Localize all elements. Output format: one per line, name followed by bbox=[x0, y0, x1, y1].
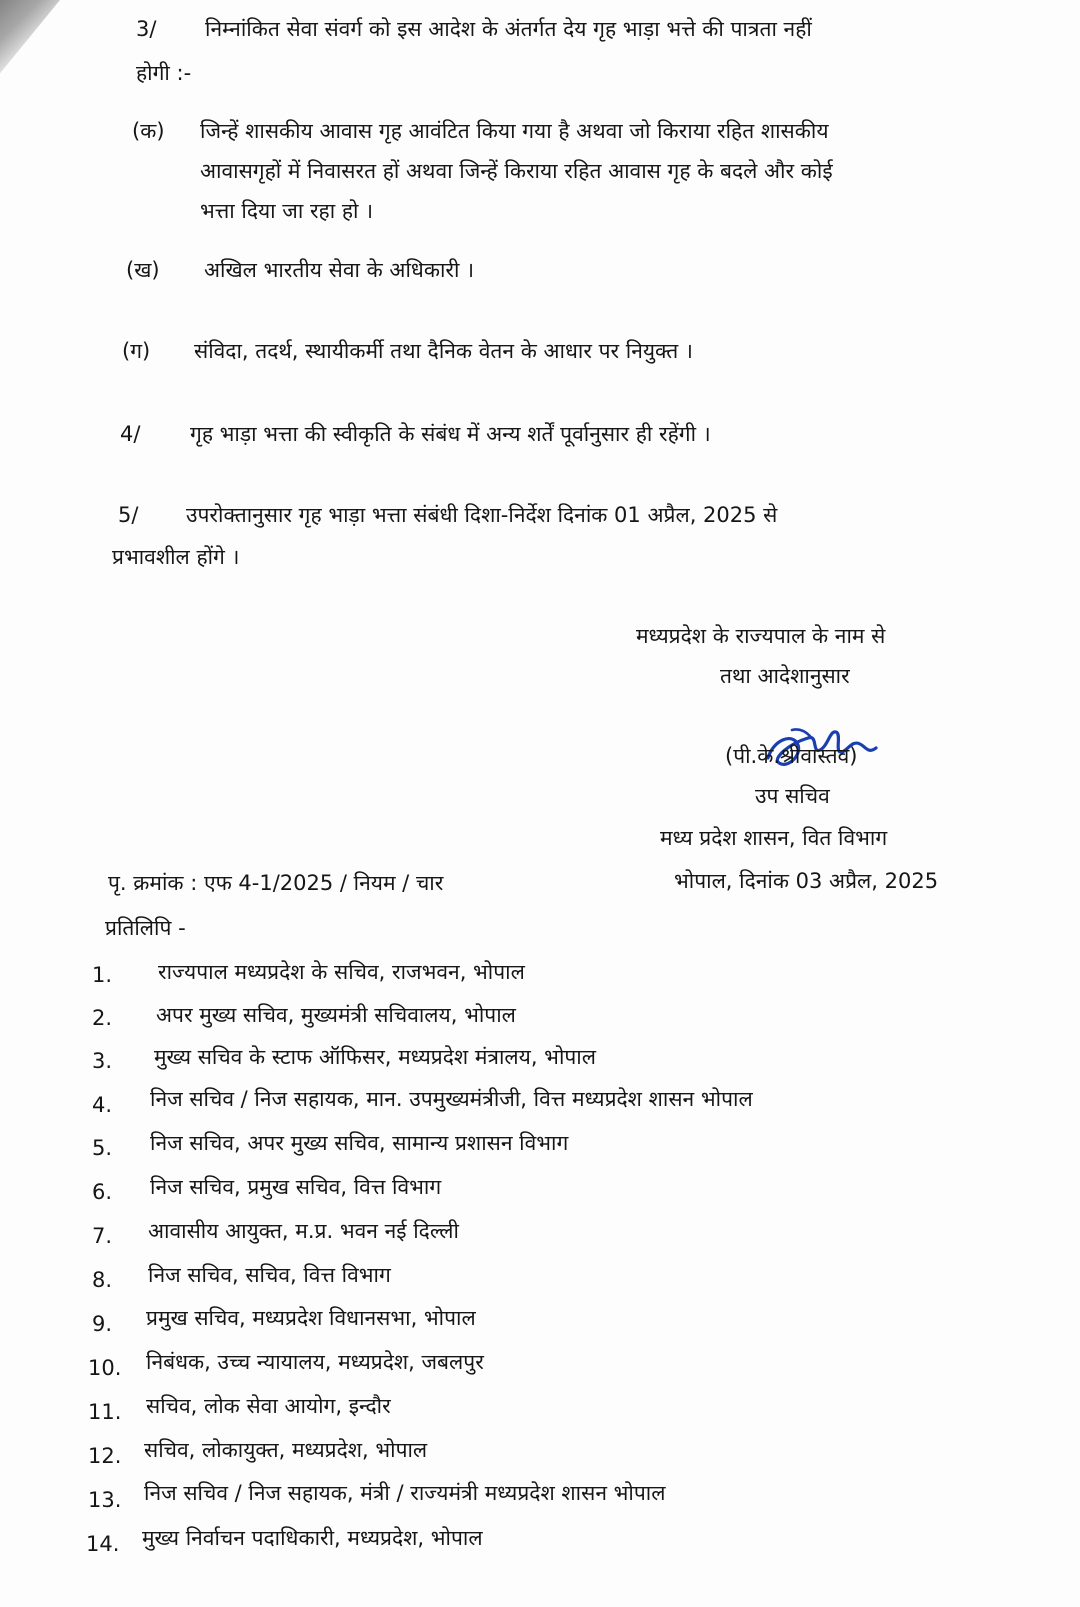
list-item: सचिव, लोक सेवा आयोग, इन्दौर bbox=[146, 1394, 391, 1418]
list-item-number: 12. bbox=[88, 1444, 122, 1468]
list-item-number: 4. bbox=[92, 1093, 113, 1117]
list-item: निज सचिव, अपर मुख्य सचिव, सामान्य प्रशासन विभाग bbox=[150, 1131, 569, 1155]
list-item-number: 3. bbox=[92, 1049, 113, 1073]
para5-number: 5/ bbox=[118, 503, 139, 527]
list-item-number: 9. bbox=[92, 1312, 113, 1336]
para5-text-continued: प्रभावशील होंगे । bbox=[112, 545, 240, 569]
reference-number: पृ. क्रमांक : एफ 4-1/2025 / नियम / चार bbox=[108, 871, 444, 895]
list-item-number: 10. bbox=[88, 1356, 122, 1380]
signature-line2: तथा आदेशानुसार bbox=[720, 664, 850, 688]
signatory-name: (पी.के.श्रीवास्तव) bbox=[725, 744, 858, 768]
signatory-designation: उप सचिव bbox=[755, 784, 830, 808]
list-item-number: 5. bbox=[92, 1136, 113, 1160]
list-item-number: 2. bbox=[92, 1006, 113, 1030]
list-item-number: 1. bbox=[92, 963, 113, 987]
para5-text: उपरोक्तानुसार गृह भाड़ा भत्ता संबंधी दिशा-निर्देश दिनांक 01 अप्रैल, 2025 से bbox=[186, 503, 778, 527]
list-item: निज सचिव, सचिव, वित्त विभाग bbox=[148, 1263, 391, 1287]
list-item: निज सचिव / निज सहायक, मंत्री / राज्यमंत्री मध्यप्रदेश शासन भोपाल bbox=[144, 1481, 666, 1505]
list-item: निबंधक, उच्च न्यायालय, मध्यप्रदेश, जबलपुर bbox=[146, 1350, 484, 1374]
para4-number: 4/ bbox=[120, 422, 141, 446]
list-item: राज्यपाल मध्यप्रदेश के सचिव, राजभवन, भोपाल bbox=[158, 960, 525, 984]
para3-text-continued: होगी :- bbox=[136, 61, 192, 85]
list-item: निज सचिव / निज सहायक, मान. उपमुख्यमंत्रीजी, वित्त मध्यप्रदेश शासन भोपाल bbox=[150, 1087, 753, 1111]
para3-number: 3/ bbox=[136, 17, 157, 41]
clause-kha-label: (ख) bbox=[126, 258, 160, 282]
list-item-number: 7. bbox=[92, 1224, 113, 1248]
copy-heading: प्रतिलिपि - bbox=[105, 916, 186, 940]
clause-kha-text: अखिल भारतीय सेवा के अधिकारी । bbox=[204, 258, 475, 282]
signature-line1: मध्यप्रदेश के राज्यपाल के नाम से bbox=[636, 624, 886, 648]
list-item-number: 11. bbox=[88, 1400, 122, 1424]
list-item: मुख्य निर्वाचन पदाधिकारी, मध्यप्रदेश, भोपाल bbox=[142, 1526, 483, 1550]
para3-text: निम्नांकित सेवा संवर्ग को इस आदेश के अंतर्गत देय गृह भाड़ा भत्ते की पात्रता नहीं bbox=[205, 17, 812, 41]
list-item-number: 6. bbox=[92, 1180, 113, 1204]
list-item: आवासीय आयुक्त, म.प्र. भवन नई दिल्ली bbox=[148, 1219, 459, 1243]
clause-ka-line2: आवासगृहों में निवासरत हों अथवा जिन्हें किराया रहित आवास गृह के बदले और कोई bbox=[200, 159, 833, 183]
clause-ka-line1: जिन्हें शासकीय आवास गृह आवंटित किया गया है अथवा जो किराया रहित शासकीय bbox=[200, 119, 829, 143]
list-item-number: 13. bbox=[88, 1488, 122, 1512]
list-item-number: 14. bbox=[86, 1532, 120, 1556]
clause-ka-label: (क) bbox=[132, 119, 165, 143]
para4-text: गृह भाड़ा भत्ता की स्वीकृति के संबंध में अन्य शर्तें पूर्वानुसार ही रहेंगी । bbox=[190, 422, 711, 446]
clause-ga-text: संविदा, तदर्थ, स्थायीकर्मी तथा दैनिक वेतन के आधार पर नियुक्त । bbox=[194, 339, 693, 363]
page-corner-shadow bbox=[0, 0, 60, 110]
list-item: अपर मुख्य सचिव, मुख्यमंत्री सचिवालय, भोपाल bbox=[156, 1003, 516, 1027]
signatory-department: मध्य प्रदेश शासन, वित विभाग bbox=[660, 826, 888, 850]
list-item: प्रमुख सचिव, मध्यप्रदेश विधानसभा, भोपाल bbox=[146, 1306, 476, 1330]
list-item: मुख्य सचिव के स्टाफ ऑफिसर, मध्यप्रदेश मंत्रालय, भोपाल bbox=[154, 1045, 596, 1069]
list-item: निज सचिव, प्रमुख सचिव, वित्त विभाग bbox=[150, 1175, 442, 1199]
list-item: सचिव, लोकायुक्त, मध्यप्रदेश, भोपाल bbox=[144, 1438, 428, 1462]
list-item-number: 8. bbox=[92, 1268, 113, 1292]
place-and-date: भोपाल, दिनांक 03 अप्रैल, 2025 bbox=[674, 869, 939, 893]
clause-ga-label: (ग) bbox=[122, 339, 151, 363]
clause-ka-line3: भत्ता दिया जा रहा हो । bbox=[200, 199, 374, 223]
